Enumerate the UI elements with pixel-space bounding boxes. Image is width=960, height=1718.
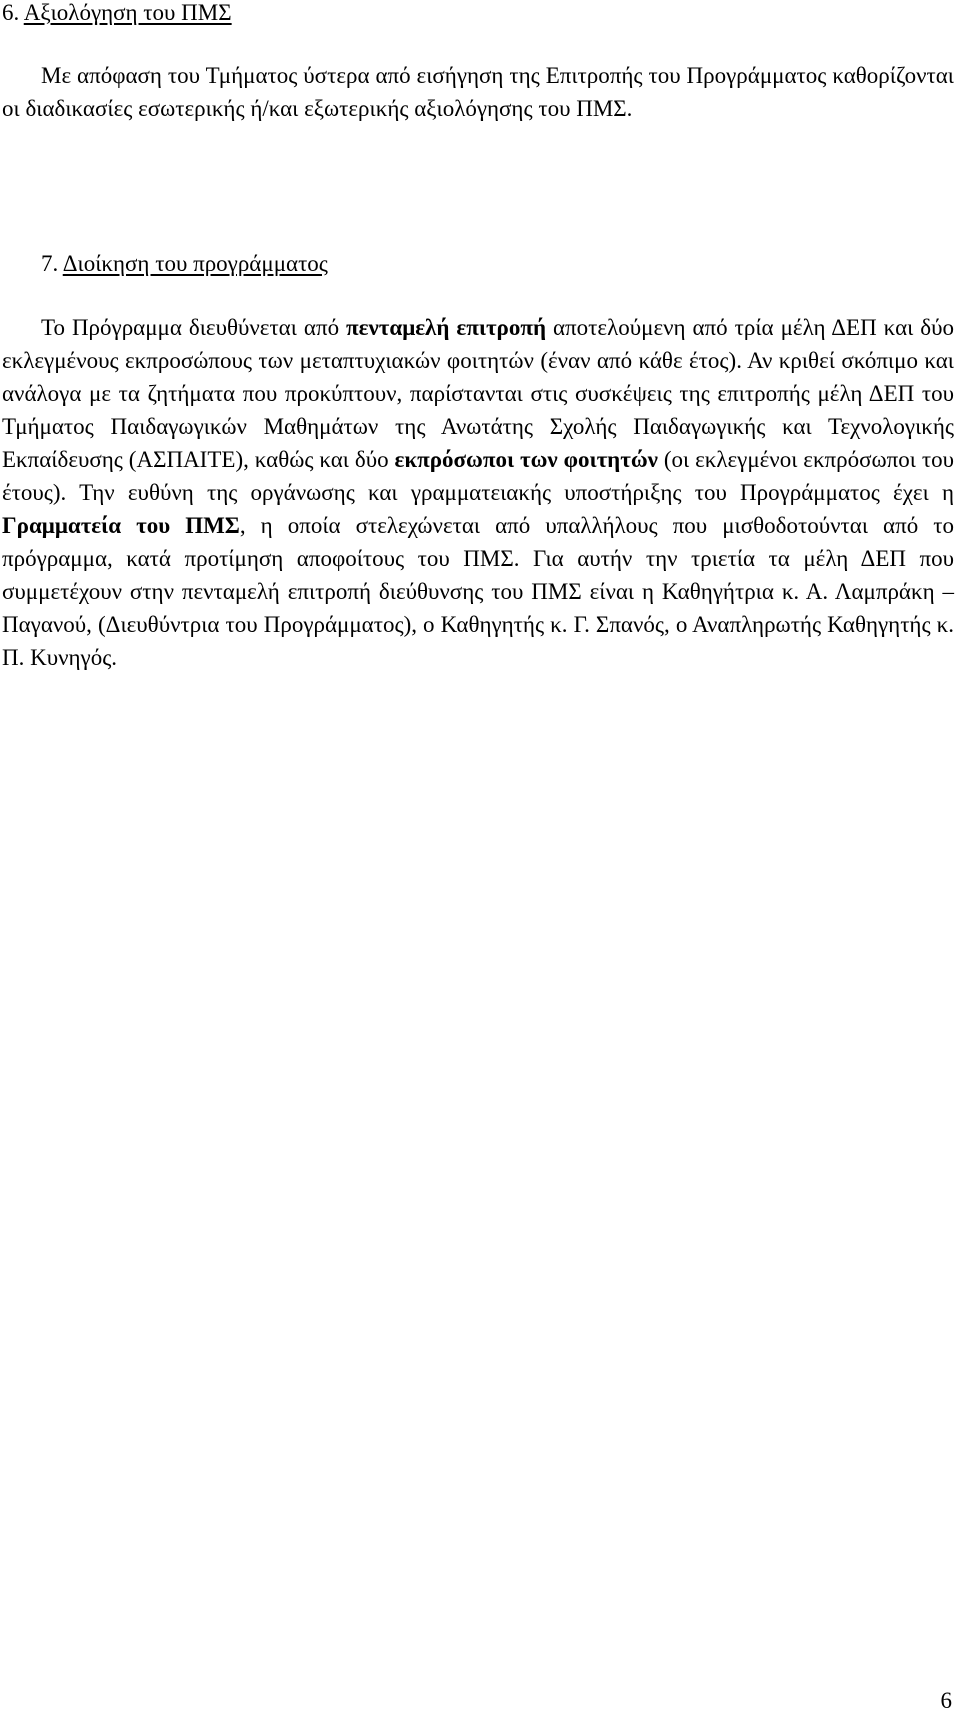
bold-committee: πενταμελή επιτροπή <box>346 315 547 340</box>
section-7-heading <box>41 249 328 279</box>
page-number: 6 <box>940 1688 952 1713</box>
section-6-title: Αξιολόγηση του ΠΜΣ <box>23 0 232 25</box>
section-6-paragraph: Με απόφαση του Τμήματος ύστερα από εισήγηση της Επιτροπής του Προγράμματος καθορίζονται οι διαδικασίες εσωτερικής ή/και εξωτερικής αξιολόγησης του ΠΜΣ. <box>2 63 954 121</box>
section-6-number: 6. <box>2 0 20 25</box>
section-7-number: 7. <box>41 251 59 276</box>
bold-secretariat: Γραμματεία του ΠΜΣ <box>2 513 240 538</box>
bold-student-reps: εκπρόσωποι των φοιτητών <box>394 447 658 472</box>
section-7-paragraph: Το Πρόγραμμα διευθύνεται από πενταμελή επιτροπή αποτελούμενη από τρία μέλη ΔΕΠ και δύο εκλεγμένους εκπροσώπους των μεταπτυχιακών φοιτητών (έναν από κάθε έτος). Αν κριθεί σκόπιμο και ανάλογα με τα ζητήματα που προκύπτουν, παρίστανται στις συσκέψεις της επιτροπής μέλη ΔΕΠ του Τμήματος Παιδαγωγικών Μαθημάτων της Ανωτάτης Σχολής Παιδαγωγικής και Τεχνολογικής Εκπαίδευσης (ΑΣΠΑΙΤΕ), καθώς και δύο εκπρόσωποι των φοιτητών (οι εκλεγμένοι εκπρόσωποι του έτους). Την ευθύνη της οργάνωσης και γραμματειακής υποστήριξης του Προγράμματος έχει η Γραμματεία του ΠΜΣ, η οποία στελεχώνεται από υπαλλήλους που μισθοδοτούνται από το πρόγραμμα, κατά προτίμηση αποφοίτους του ΠΜΣ. Για αυτήν την τριετία τα μέλη ΔΕΠ που συμμετέχουν στην πενταμελή επιτροπή διεύθυνσης του ΠΜΣ είναι η Καθηγήτρια κ. Α. Λαμπράκη – Παγανού, (Διευθύντρια του Προγράμματος), ο Καθηγητής κ. Γ. Σπανός, ο Αναπληρωτής Καθηγητής κ. Π. Κυνηγός. <box>2 315 955 670</box>
section-6-heading <box>2 0 232 28</box>
section-7-title: Διοίκηση του προγράμματος <box>62 251 328 276</box>
